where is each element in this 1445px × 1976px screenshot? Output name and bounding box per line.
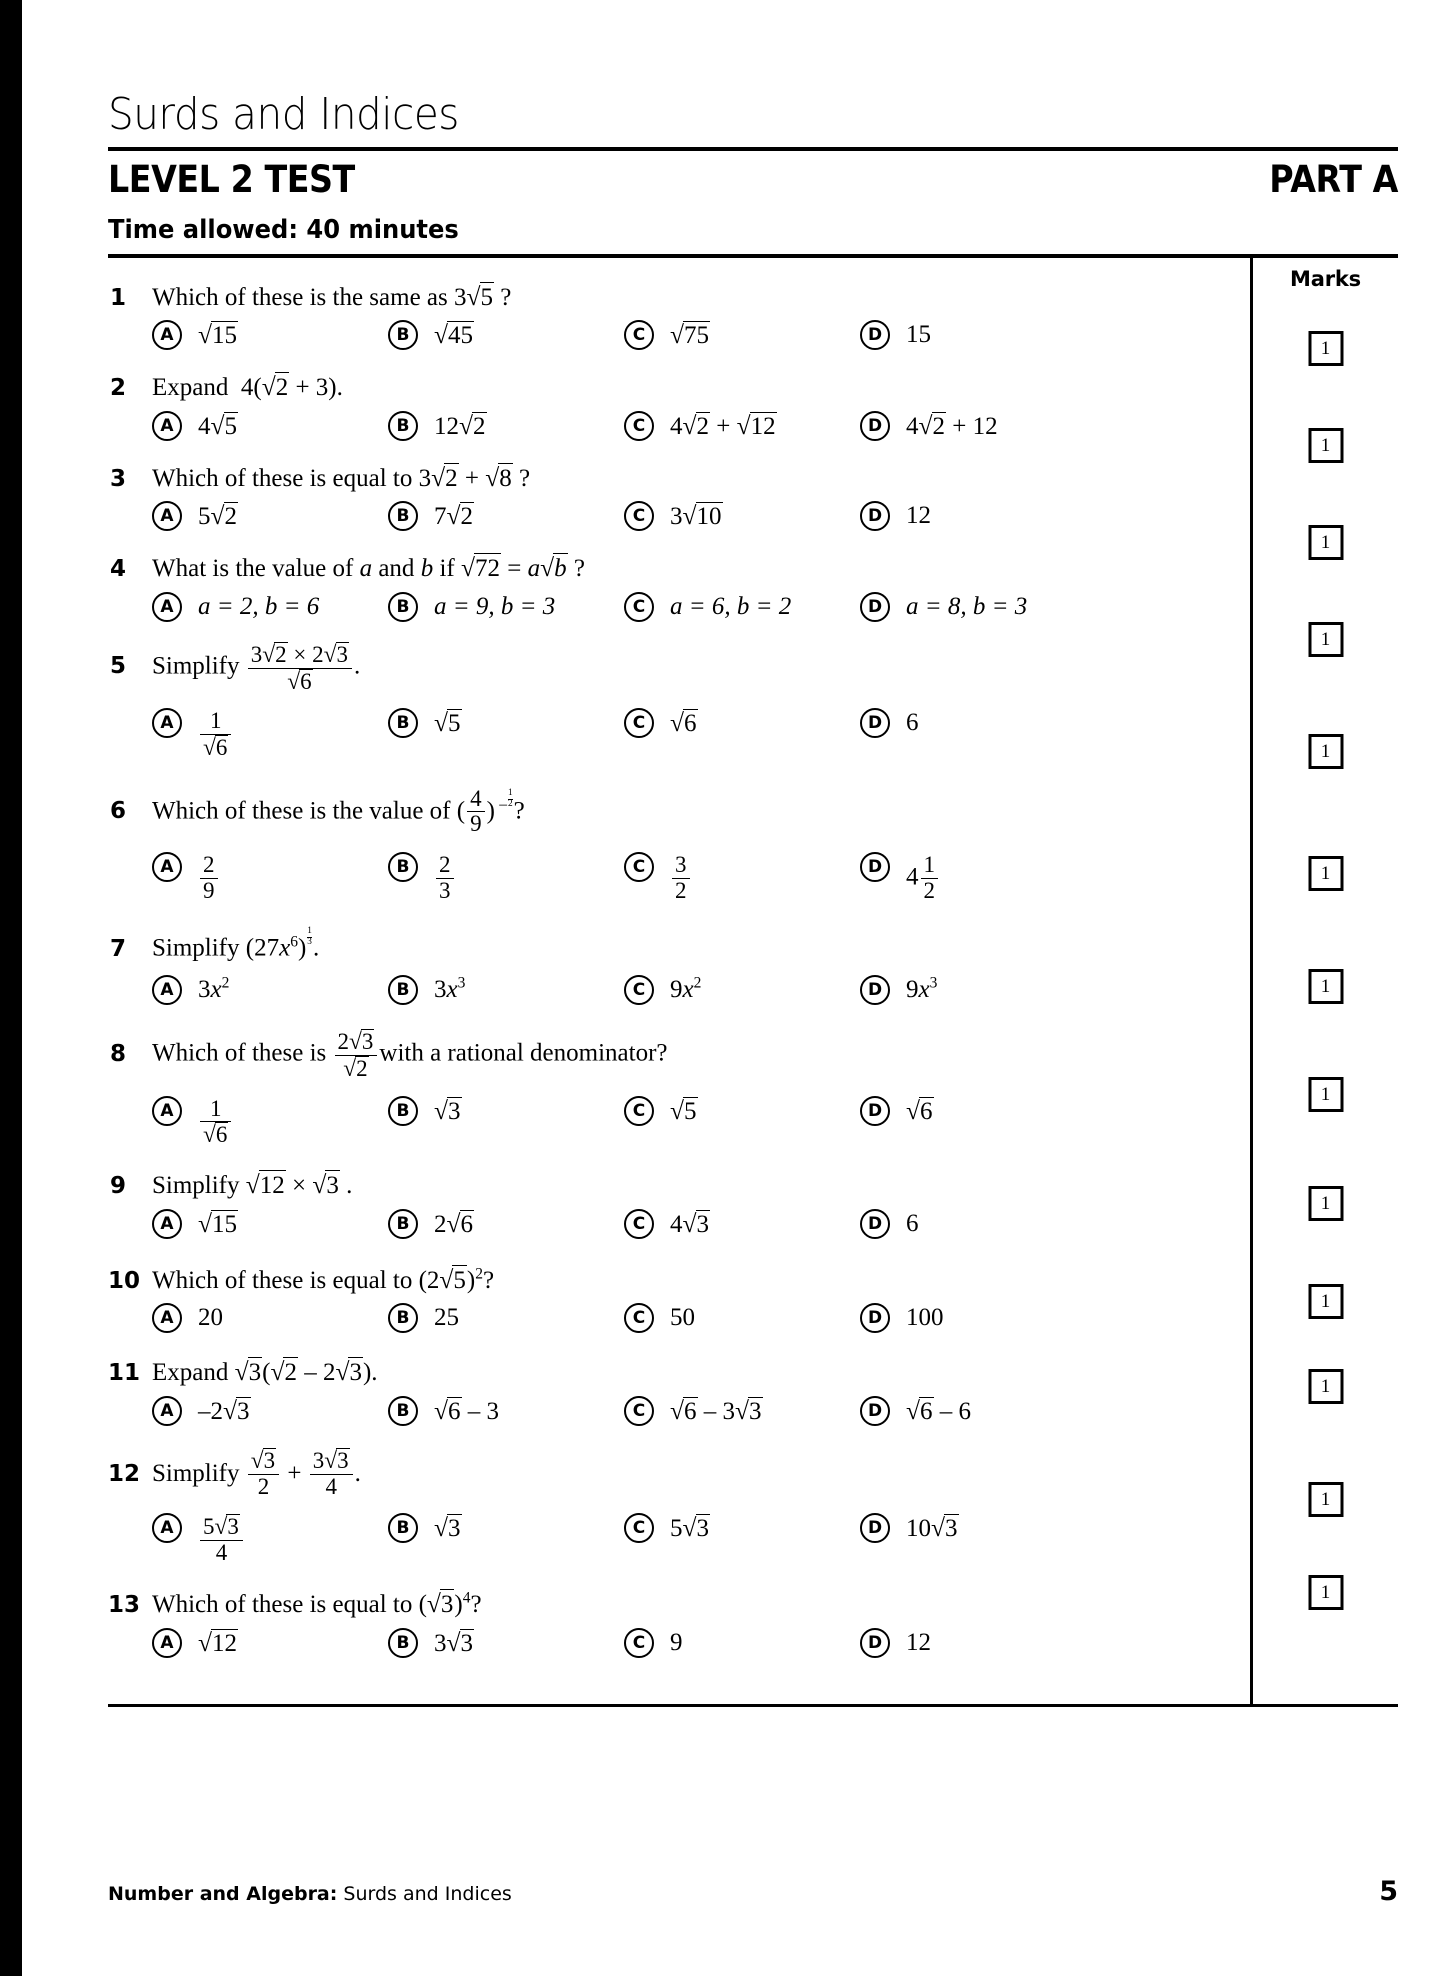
option-value: 3√3 [434, 1627, 473, 1657]
option-d[interactable] [860, 1394, 1110, 1426]
option-value: √5 [670, 1096, 697, 1126]
option-a[interactable] [152, 1626, 388, 1658]
title-divider [108, 147, 1398, 151]
option-value: 2√6 [434, 1208, 473, 1238]
option-d[interactable] [860, 409, 1110, 441]
option-b[interactable] [388, 499, 624, 531]
option-value: √15 [198, 1208, 237, 1238]
option-b[interactable] [388, 318, 624, 350]
option-value: √75 [670, 320, 709, 350]
option-c[interactable] [624, 499, 860, 531]
options-row [108, 1394, 1250, 1426]
question-number: 13 [108, 1592, 141, 1619]
option-d[interactable] [860, 1511, 1110, 1543]
option-a[interactable] [152, 499, 388, 531]
question-8 [108, 1029, 1250, 1148]
question-number: 4 [110, 556, 127, 583]
option-bubble-a[interactable]: A [152, 501, 182, 531]
mark-box-q8: 1 [1308, 1077, 1343, 1112]
mark-box-q13: 1 [1308, 1575, 1343, 1610]
option-value: √6 [906, 1096, 933, 1126]
mark-box-q6: 1 [1308, 856, 1343, 891]
footer-topic: Surds and Indices [343, 1883, 512, 1905]
page-content [108, 0, 1398, 1707]
option-value: $3x^2$ [198, 974, 230, 1004]
option-value: 9 [670, 1628, 683, 1656]
option-value: a = 8, b = 3 [906, 592, 1028, 620]
page-title: Surds and Indices [108, 89, 459, 140]
options-row [108, 706, 1250, 760]
option-value: 15 [906, 321, 931, 349]
option-c[interactable] [624, 1207, 860, 1239]
option-b[interactable] [388, 1301, 624, 1333]
option-value: –2√3 [198, 1395, 250, 1425]
option-c[interactable] [624, 706, 860, 738]
option-bubble-b[interactable]: B [388, 1628, 418, 1658]
question-number: 12 [108, 1460, 141, 1487]
question-prompt: Expand √3(√2 – 2√3). [152, 1357, 378, 1387]
option-bubble-d[interactable]: D [860, 1396, 890, 1426]
option-c[interactable] [624, 409, 860, 441]
body-bottom-rule [108, 1704, 1398, 1708]
option-bubble-c[interactable]: C [624, 1096, 654, 1126]
question-number: 2 [110, 375, 127, 402]
question-5 [108, 642, 1250, 761]
question-prompt: Simplify $(27x^6)$ $^{\frac{1}{3}}$ . [152, 926, 320, 962]
options-row [108, 1511, 1250, 1565]
option-bubble-c[interactable]: C [624, 501, 654, 531]
mark-box-q1: 1 [1308, 331, 1343, 366]
option-value: 12√2 [434, 410, 486, 440]
mark-box-q12: 1 [1308, 1482, 1343, 1517]
question-prompt: Which of these is equal to $(√3)^4$? [152, 1589, 482, 1619]
level-part-row [108, 158, 1398, 201]
question-number: 3 [110, 465, 127, 492]
option-a[interactable] [152, 1094, 388, 1148]
option-a[interactable] [152, 1394, 388, 1426]
option-bubble-c[interactable]: C [624, 1303, 654, 1333]
option-value: 100 [906, 1304, 944, 1332]
questions-column [108, 258, 1250, 1704]
option-c[interactable] [624, 318, 860, 350]
option-bubble-d[interactable]: D [860, 708, 890, 738]
option-d[interactable] [860, 1301, 1110, 1333]
option-bubble-a[interactable]: A [152, 1628, 182, 1658]
option-bubble-d[interactable]: D [860, 1209, 890, 1239]
question-6 [108, 787, 1250, 904]
option-bubble-a[interactable]: A [152, 411, 182, 441]
option-bubble-d[interactable]: D [860, 1628, 890, 1658]
options-row [108, 1626, 1250, 1658]
option-value: a = 2, b = 6 [198, 592, 320, 620]
option-value: $\frac{1}{√6}$ [198, 706, 233, 760]
option-bubble-b[interactable]: B [388, 1303, 418, 1333]
marks-header: Marks [1290, 266, 1361, 291]
options-row [108, 973, 1250, 1005]
question-number: 7 [110, 935, 127, 962]
option-value: 6 [906, 1209, 919, 1237]
option-c[interactable] [624, 973, 860, 1005]
option-bubble-b[interactable]: B [388, 708, 418, 738]
mark-box-q11: 1 [1308, 1369, 1343, 1404]
option-value: $9x^3$ [906, 974, 938, 1004]
option-bubble-b[interactable]: B [388, 501, 418, 531]
question-prompt: Which of these is the value of ( $\frac{4}{9}$ ) $^{- \frac{1}{2}}$ ? [152, 785, 525, 837]
option-bubble-c[interactable]: C [624, 975, 654, 1005]
option-bubble-a[interactable]: A [152, 1396, 182, 1426]
option-bubble-c[interactable]: C [624, 320, 654, 350]
option-b[interactable] [388, 706, 624, 738]
time-allowed: Time allowed: 40 minutes [108, 215, 459, 246]
option-value: 5√3 [670, 1513, 709, 1542]
question-number: 5 [110, 653, 127, 680]
question-number: 11 [108, 1360, 141, 1387]
question-prompt: Simplify √12 × √3 . [152, 1170, 353, 1200]
option-value: √45 [434, 320, 473, 350]
option-c[interactable] [624, 850, 860, 903]
question-13 [108, 1589, 1250, 1658]
option-b[interactable] [388, 1207, 624, 1239]
question-number: 6 [110, 798, 127, 825]
option-d[interactable] [860, 706, 1110, 738]
option-b[interactable] [388, 409, 624, 441]
option-value: $\frac{2}{3}$ [434, 850, 456, 903]
question-prompt: Which of these is $\frac{2√3}{√2}$ with a rational denominator? [152, 1029, 668, 1083]
question-number: 10 [108, 1267, 141, 1294]
option-bubble-d[interactable]: D [860, 1303, 890, 1333]
option-d[interactable] [860, 973, 1110, 1005]
question-7 [108, 927, 1250, 1005]
mark-box-q5: 1 [1308, 734, 1343, 769]
options-row [108, 1301, 1250, 1333]
options-row [108, 850, 1250, 903]
option-value: a = 9, b = 3 [434, 592, 556, 620]
option-value: √6 – 3√3 [670, 1395, 762, 1425]
option-bubble-c[interactable]: C [624, 708, 654, 738]
option-value: 4 $\frac{1}{2}$ [906, 850, 940, 903]
option-bubble-c[interactable]: C [624, 592, 654, 622]
page-edge-bar [0, 0, 22, 1976]
questions-and-marks [108, 258, 1398, 1704]
question-number: 1 [110, 284, 127, 311]
option-a[interactable] [152, 409, 388, 441]
option-bubble-d[interactable]: D [860, 320, 890, 350]
question-4 [108, 553, 1250, 622]
options-row [108, 318, 1250, 350]
question-prompt: Simplify $\frac{3√2 \times 2√3}{√6}$ . [152, 641, 361, 695]
option-b[interactable] [388, 1394, 624, 1426]
option-bubble-a[interactable]: A [152, 1303, 182, 1333]
option-a[interactable] [152, 590, 388, 622]
question-prompt: Which of these is the same as 3√5 ? [152, 281, 512, 311]
options-row [108, 499, 1250, 531]
option-value: 10√3 [906, 1513, 958, 1542]
question-10 [108, 1265, 1250, 1334]
option-b[interactable] [388, 1511, 624, 1543]
option-bubble-c[interactable]: C [624, 852, 654, 882]
option-bubble-a[interactable]: A [152, 592, 182, 622]
option-bubble-b[interactable]: B [388, 1396, 418, 1426]
option-bubble-a[interactable]: A [152, 1513, 182, 1543]
option-value: 7√2 [434, 501, 473, 531]
option-bubble-b[interactable]: B [388, 592, 418, 622]
question-prompt: Expand 4(√2 + 3). [152, 372, 343, 402]
option-value: √6 [670, 708, 697, 738]
option-d[interactable] [860, 1626, 1110, 1658]
option-a[interactable] [152, 850, 388, 903]
option-bubble-b[interactable]: B [388, 320, 418, 350]
option-value: a = 6, b = 2 [670, 592, 792, 620]
option-b[interactable] [388, 850, 624, 903]
question-prompt: Which of these is equal to 3√2 + √8 ? [152, 462, 531, 492]
option-value: √6 – 6 [906, 1395, 971, 1425]
option-d[interactable] [860, 590, 1110, 622]
option-value: 4√2 + 12 [906, 410, 998, 440]
option-value: 5√2 [198, 501, 237, 531]
question-9 [108, 1170, 1250, 1239]
option-bubble-d[interactable]: D [860, 1513, 890, 1543]
option-c[interactable] [624, 1511, 860, 1543]
option-c[interactable] [624, 1301, 860, 1333]
question-prompt: What is the value of a and b if √72 = a√b ? [152, 553, 585, 583]
part-title: PART A [1269, 158, 1398, 202]
option-c[interactable] [624, 1626, 860, 1658]
option-bubble-b[interactable]: B [388, 1096, 418, 1126]
option-d[interactable] [860, 1207, 1110, 1239]
option-value: √12 [198, 1627, 237, 1657]
option-bubble-c[interactable]: C [624, 1628, 654, 1658]
option-bubble-a[interactable]: A [152, 852, 182, 882]
option-value: $3x^3$ [434, 974, 466, 1004]
option-bubble-a[interactable]: A [152, 320, 182, 350]
footer-caption [108, 1883, 512, 1905]
option-value: $\frac{5√3}{4}$ [198, 1511, 245, 1565]
option-bubble-c[interactable]: C [624, 1209, 654, 1239]
options-row [108, 409, 1250, 441]
option-bubble-c[interactable]: C [624, 1513, 654, 1543]
question-3 [108, 463, 1250, 532]
option-bubble-d[interactable]: D [860, 975, 890, 1005]
question-number: 8 [110, 1040, 127, 1067]
options-row [108, 1094, 1250, 1148]
mark-box-q9: 1 [1308, 1186, 1343, 1221]
option-value: $\frac{3}{2}$ [670, 850, 692, 903]
mark-box-q10: 1 [1308, 1284, 1343, 1319]
option-value: 4√2 + √12 [670, 410, 776, 440]
option-d[interactable] [860, 850, 1110, 903]
option-bubble-c[interactable]: C [624, 411, 654, 441]
option-value: 6 [906, 709, 919, 737]
option-value: $\frac{1}{√6}$ [198, 1094, 233, 1148]
option-d[interactable] [860, 1094, 1110, 1126]
option-b[interactable] [388, 1626, 624, 1658]
footer-strand: Number and Algebra: [108, 1883, 338, 1905]
mark-box-q2: 1 [1308, 428, 1343, 463]
option-c[interactable] [624, 590, 860, 622]
option-value: $9x^2$ [670, 974, 702, 1004]
option-c[interactable] [624, 1094, 860, 1126]
question-number: 9 [110, 1173, 127, 1200]
option-bubble-b[interactable]: B [388, 852, 418, 882]
option-bubble-d[interactable]: D [860, 852, 890, 882]
option-d[interactable] [860, 499, 1110, 531]
mark-box-q4: 1 [1308, 622, 1343, 657]
option-bubble-d[interactable]: D [860, 501, 890, 531]
option-bubble-b[interactable]: B [388, 975, 418, 1005]
option-value: 50 [670, 1304, 695, 1332]
option-bubble-a[interactable]: A [152, 1096, 182, 1126]
option-value: 12 [906, 502, 931, 530]
option-b[interactable] [388, 1094, 624, 1126]
level-title: LEVEL 2 TEST [108, 158, 355, 202]
option-a[interactable] [152, 1301, 388, 1333]
page-footer [108, 1876, 1398, 1907]
option-value: √3 [434, 1513, 461, 1542]
option-bubble-c[interactable]: C [624, 1396, 654, 1426]
footer-page-number: 5 [1379, 1876, 1398, 1907]
option-a[interactable] [152, 973, 388, 1005]
question-11 [108, 1357, 1250, 1426]
option-bubble-b[interactable]: B [388, 1513, 418, 1543]
question-12 [108, 1448, 1250, 1565]
option-value: 4√5 [198, 410, 237, 440]
option-value: 25 [434, 1304, 459, 1332]
options-row [108, 1207, 1250, 1239]
option-value: √5 [434, 708, 461, 738]
option-a[interactable] [152, 706, 388, 760]
option-bubble-d[interactable]: D [860, 1096, 890, 1126]
option-bubble-d[interactable]: D [860, 592, 890, 622]
option-a[interactable] [152, 1207, 388, 1239]
option-d[interactable] [860, 318, 1110, 350]
option-value: 20 [198, 1304, 223, 1332]
option-value: √6 – 3 [434, 1395, 499, 1425]
option-bubble-a[interactable]: A [152, 975, 182, 1005]
mark-box-q7: 1 [1308, 969, 1343, 1004]
option-value: 12 [906, 1628, 931, 1656]
option-bubble-d[interactable]: D [860, 411, 890, 441]
option-bubble-b[interactable]: B [388, 411, 418, 441]
question-prompt: Simplify $\frac{√3}{2}$ + $\frac{3√3}{4}$ . [152, 1447, 361, 1499]
question-prompt: Which of these is equal to $(2√5)^2$? [152, 1264, 495, 1294]
options-row [108, 590, 1250, 622]
option-value: $\frac{2}{9}$ [198, 850, 220, 903]
option-a[interactable] [152, 1511, 388, 1565]
question-1 [108, 282, 1250, 351]
option-bubble-a[interactable]: A [152, 708, 182, 738]
question-2 [108, 372, 1250, 441]
option-value: √3 [434, 1096, 461, 1126]
test-body [108, 254, 1398, 1707]
option-value: √15 [198, 320, 237, 350]
option-value: 3√10 [670, 501, 722, 531]
option-b[interactable] [388, 973, 624, 1005]
mark-box-q3: 1 [1308, 525, 1343, 560]
option-value: 4√3 [670, 1208, 709, 1238]
option-c[interactable] [624, 1394, 860, 1426]
marks-column [1250, 258, 1398, 1704]
option-bubble-b[interactable]: B [388, 1209, 418, 1239]
option-bubble-a[interactable]: A [152, 1209, 182, 1239]
option-b[interactable] [388, 590, 624, 622]
option-a[interactable] [152, 318, 388, 350]
